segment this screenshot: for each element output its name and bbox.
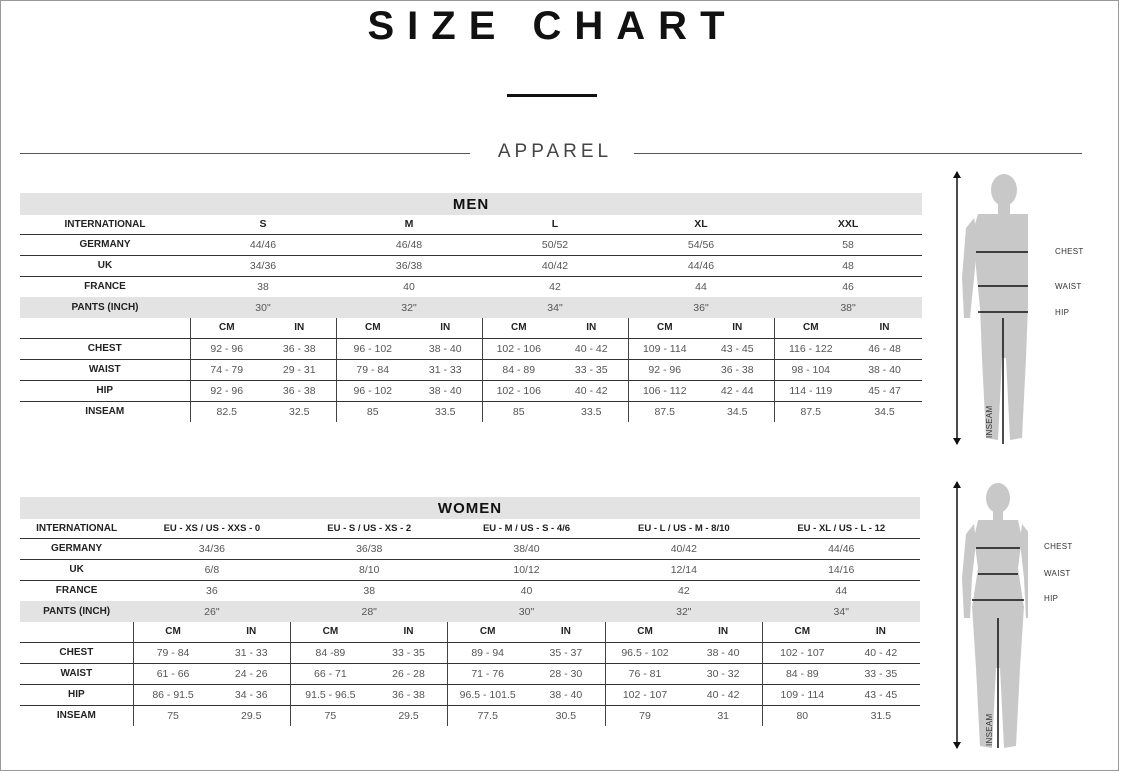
section-label: APPAREL [497, 141, 613, 162]
conversion-value: 44 [835, 584, 848, 597]
conversion-value: 36/38 [336, 255, 482, 276]
unit-header: CM [291, 622, 370, 642]
size-header: L [482, 215, 628, 234]
unit-header: IN [263, 318, 336, 338]
conversion-value: 28" [291, 601, 448, 622]
conversion-value: 34" [762, 601, 920, 622]
unit-header: IN [370, 622, 448, 642]
conversion-value: 44/46 [762, 538, 920, 559]
conversion-value: 32" [605, 601, 762, 622]
measurement-value: 40 - 42 [684, 684, 762, 705]
conversion-label: GERMANY [20, 234, 190, 255]
measurement-value: 40 - 42 [555, 380, 628, 401]
measurement-value: 31 - 33 [409, 359, 482, 380]
unit-header: IN [527, 622, 605, 642]
measurement-value: 102 - 107 [605, 684, 684, 705]
unit-header: CM [628, 318, 701, 338]
measurement-value: 36 - 38 [263, 338, 336, 359]
size-header: EU - XS / US - XXS - 0 [133, 519, 290, 538]
measurement-value: 91.5 - 96.5 [291, 684, 370, 705]
conversion-value: 38 [257, 280, 269, 293]
measurement-value: 87.5 [628, 401, 701, 422]
measurement-value: 74 - 79 [190, 359, 263, 380]
title-underline [507, 94, 597, 97]
conversion-value: 38" [774, 297, 922, 318]
measurement-value: 38 - 40 [409, 338, 482, 359]
conversion-label: UK [20, 559, 133, 580]
conversion-value: 46/48 [336, 234, 482, 255]
conversion-value: 40 [403, 280, 415, 293]
measurement-label: CHEST [20, 338, 190, 359]
conversion-value: 50/52 [482, 234, 628, 255]
measurement-value: 34 - 36 [212, 684, 290, 705]
unit-header: CM [482, 318, 555, 338]
measurement-value: 34.5 [727, 405, 748, 418]
size-header: EU - XL / US - L - 12 [762, 519, 920, 538]
conversion-value: 30" [448, 601, 605, 622]
men-table-title: MEN [20, 193, 922, 215]
measurement-label: CHEST [20, 642, 133, 663]
size-header: M [336, 215, 482, 234]
women-size-table [20, 497, 920, 726]
measurement-value: 31 [717, 709, 729, 722]
conversion-value: 30" [190, 297, 336, 318]
women-figure-chest-label: CHEST [1044, 542, 1073, 551]
unit-header-spacer [20, 622, 133, 642]
measurement-value: 36 - 38 [370, 684, 448, 705]
conversion-value: 44/46 [190, 234, 336, 255]
conversion-value: 14/16 [762, 559, 920, 580]
measurement-value: 87.5 [774, 401, 847, 422]
measurement-value: 84 - 89 [482, 359, 555, 380]
conversion-value: 36/38 [291, 538, 448, 559]
measurement-value: 92 - 96 [190, 380, 263, 401]
measurement-value: 79 - 84 [133, 642, 212, 663]
conversion-value: 36 [206, 584, 218, 597]
unit-header: CM [774, 318, 847, 338]
unit-header: IN [684, 622, 762, 642]
measurement-label: HIP [20, 684, 133, 705]
men-measurements [20, 338, 922, 422]
conversion-value: 12/14 [605, 559, 762, 580]
men-figure-hip-label: HIP [1055, 308, 1070, 317]
conversion-label: GERMANY [20, 538, 133, 559]
measurement-value: 92 - 96 [190, 338, 263, 359]
conversion-value: 6/8 [133, 559, 290, 580]
measurement-value: 38 - 40 [409, 380, 482, 401]
measurement-value: 24 - 26 [212, 663, 290, 684]
measurement-value: 98 - 104 [774, 359, 847, 380]
measurement-value: 40 - 42 [842, 642, 920, 663]
unit-header: CM [336, 318, 409, 338]
conversion-value: 54/56 [628, 234, 774, 255]
size-header: EU - M / US - S - 4/6 [448, 519, 605, 538]
measurement-value: 45 - 47 [847, 380, 922, 401]
measurement-value: 33.5 [581, 405, 602, 418]
conversion-value: 38 [363, 584, 376, 597]
measurement-label: INSEAM [56, 710, 96, 722]
conversion-value: 34/36 [190, 255, 336, 276]
measurement-value: 35 - 37 [527, 642, 605, 663]
measurement-value: 66 - 71 [291, 663, 370, 684]
measurement-value: 106 - 112 [628, 380, 701, 401]
measurement-value: 96.5 - 101.5 [448, 684, 527, 705]
conversion-value: 34/36 [133, 538, 290, 559]
international-label: INTERNATIONAL [20, 215, 190, 234]
measurement-label: WAIST [20, 359, 190, 380]
measurement-label: WAIST [20, 663, 133, 684]
measurement-value: 109 - 114 [628, 338, 701, 359]
conversion-label: PANTS (INCH) [20, 601, 133, 622]
conversion-value: 44/46 [628, 255, 774, 276]
measurement-value: 30 - 32 [684, 663, 762, 684]
measurement-value: 79 [605, 705, 684, 726]
men-figure-waist-label: WAIST [1055, 282, 1082, 291]
men-figure-inseam-label: INSEAM [985, 405, 994, 438]
measurement-value: 32.5 [289, 405, 310, 418]
international-label: INTERNATIONAL [20, 519, 133, 538]
unit-header: CM [190, 318, 263, 338]
measurement-value: 89 - 94 [448, 642, 527, 663]
measurement-value: 38 - 40 [527, 684, 605, 705]
measurement-value: 33 - 35 [370, 642, 448, 663]
unit-header: IN [555, 318, 628, 338]
measurement-value: 82.5 [190, 401, 263, 422]
measurement-value: 86 - 91.5 [133, 684, 212, 705]
measurement-value: 38 - 40 [684, 642, 762, 663]
measurement-value: 109 - 114 [762, 684, 841, 705]
unit-header: IN [409, 318, 482, 338]
unit-header: IN [701, 318, 774, 338]
women-table-title: WOMEN [20, 497, 920, 519]
measurement-value: 42 - 44 [701, 380, 774, 401]
measurement-value: 79 - 84 [336, 359, 409, 380]
unit-header-spacer [20, 318, 190, 338]
unit-header: CM [605, 622, 684, 642]
measurement-value: 116 - 122 [774, 338, 847, 359]
measurement-value: 34.5 [874, 405, 895, 418]
conversion-value: 10/12 [448, 559, 605, 580]
measurement-label: HIP [20, 380, 190, 401]
unit-header: IN [212, 622, 290, 642]
women-figure-waist-label: WAIST [1044, 569, 1071, 578]
measurement-value: 92 - 96 [628, 359, 701, 380]
measurement-value: 96.5 - 102 [605, 642, 684, 663]
measurement-value: 29.5 [241, 709, 262, 722]
measurement-value: 102 - 107 [762, 642, 841, 663]
size-header: S [190, 215, 336, 234]
measurement-value: 31 - 33 [212, 642, 290, 663]
measurement-value: 28 - 30 [527, 663, 605, 684]
women-figure-inseam-label: INSEAM [985, 713, 994, 746]
measurement-value: 29 - 31 [263, 359, 336, 380]
measurement-value: 75 [133, 705, 212, 726]
conversion-value: 38/40 [448, 538, 605, 559]
measurement-value: 114 - 119 [774, 380, 847, 401]
measurement-value: 30.5 [555, 709, 577, 722]
measurement-value: 33 - 35 [555, 359, 628, 380]
measurement-value: 84 -89 [291, 642, 370, 663]
measurement-value: 96 - 102 [336, 380, 409, 401]
measurement-value: 36 - 38 [701, 359, 774, 380]
measurement-value: 76 - 81 [605, 663, 684, 684]
size-header: XXL [774, 215, 922, 234]
section-rule-left [20, 153, 470, 154]
measurement-value: 75 [291, 705, 370, 726]
conversion-value: 26" [133, 601, 290, 622]
unit-header: CM [133, 622, 212, 642]
women-measurements [20, 642, 920, 726]
size-header: EU - S / US - XS - 2 [291, 519, 448, 538]
measurement-value: 29.5 [398, 709, 419, 722]
measurement-label: INSEAM [85, 406, 125, 418]
conversion-label: PANTS (INCH) [20, 297, 190, 318]
men-figure-chest-label: CHEST [1055, 247, 1084, 256]
conversion-value: 48 [774, 255, 922, 276]
conversion-value: 36" [628, 297, 774, 318]
conversion-value: 32" [336, 297, 482, 318]
conversion-value: 46 [842, 280, 854, 293]
measurement-value: 85 [336, 401, 409, 422]
measurement-value: 102 - 106 [482, 338, 555, 359]
conversion-value: 40/42 [605, 538, 762, 559]
men-size-table [20, 193, 922, 422]
measurement-value: 40 - 42 [555, 338, 628, 359]
size-header: XL [628, 215, 774, 234]
measurement-value: 96 - 102 [336, 338, 409, 359]
measurement-value: 43 - 45 [701, 338, 774, 359]
unit-header: IN [842, 622, 920, 642]
measurement-value: 36 - 38 [263, 380, 336, 401]
unit-header: CM [762, 622, 841, 642]
measurement-value: 61 - 66 [133, 663, 212, 684]
women-figure-hip-label: HIP [1044, 594, 1059, 603]
conversion-label: UK [20, 255, 190, 276]
conversion-label: FRANCE [84, 281, 126, 293]
size-header: EU - L / US - M - 8/10 [605, 519, 762, 538]
measurement-value: 38 - 40 [847, 359, 922, 380]
measurement-value: 31.5 [870, 709, 892, 722]
conversion-value: 40 [520, 584, 533, 597]
measurement-value: 84 - 89 [762, 663, 841, 684]
conversion-value: 44 [695, 280, 707, 293]
measurement-value: 85 [482, 401, 555, 422]
conversion-value: 34" [482, 297, 628, 318]
conversion-value: 58 [774, 234, 922, 255]
measurement-value: 33 - 35 [842, 663, 920, 684]
section-rule-right [634, 153, 1082, 154]
unit-header: IN [847, 318, 922, 338]
measurement-value: 102 - 106 [482, 380, 555, 401]
conversion-value: 40/42 [482, 255, 628, 276]
measurement-value: 26 - 28 [370, 663, 448, 684]
conversion-value: 8/10 [291, 559, 448, 580]
measurement-value: 80 [762, 705, 841, 726]
measurement-value: 33.5 [435, 405, 456, 418]
measurement-value: 46 - 48 [847, 338, 922, 359]
measurement-value: 43 - 45 [842, 684, 920, 705]
conversion-value: 42 [677, 584, 690, 597]
unit-header: CM [448, 622, 527, 642]
measurement-value: 77.5 [448, 705, 527, 726]
conversion-label: FRANCE [55, 585, 98, 597]
measurement-value: 71 - 76 [448, 663, 527, 684]
page-title: SIZE CHART [367, 4, 738, 48]
conversion-value: 42 [549, 280, 561, 293]
